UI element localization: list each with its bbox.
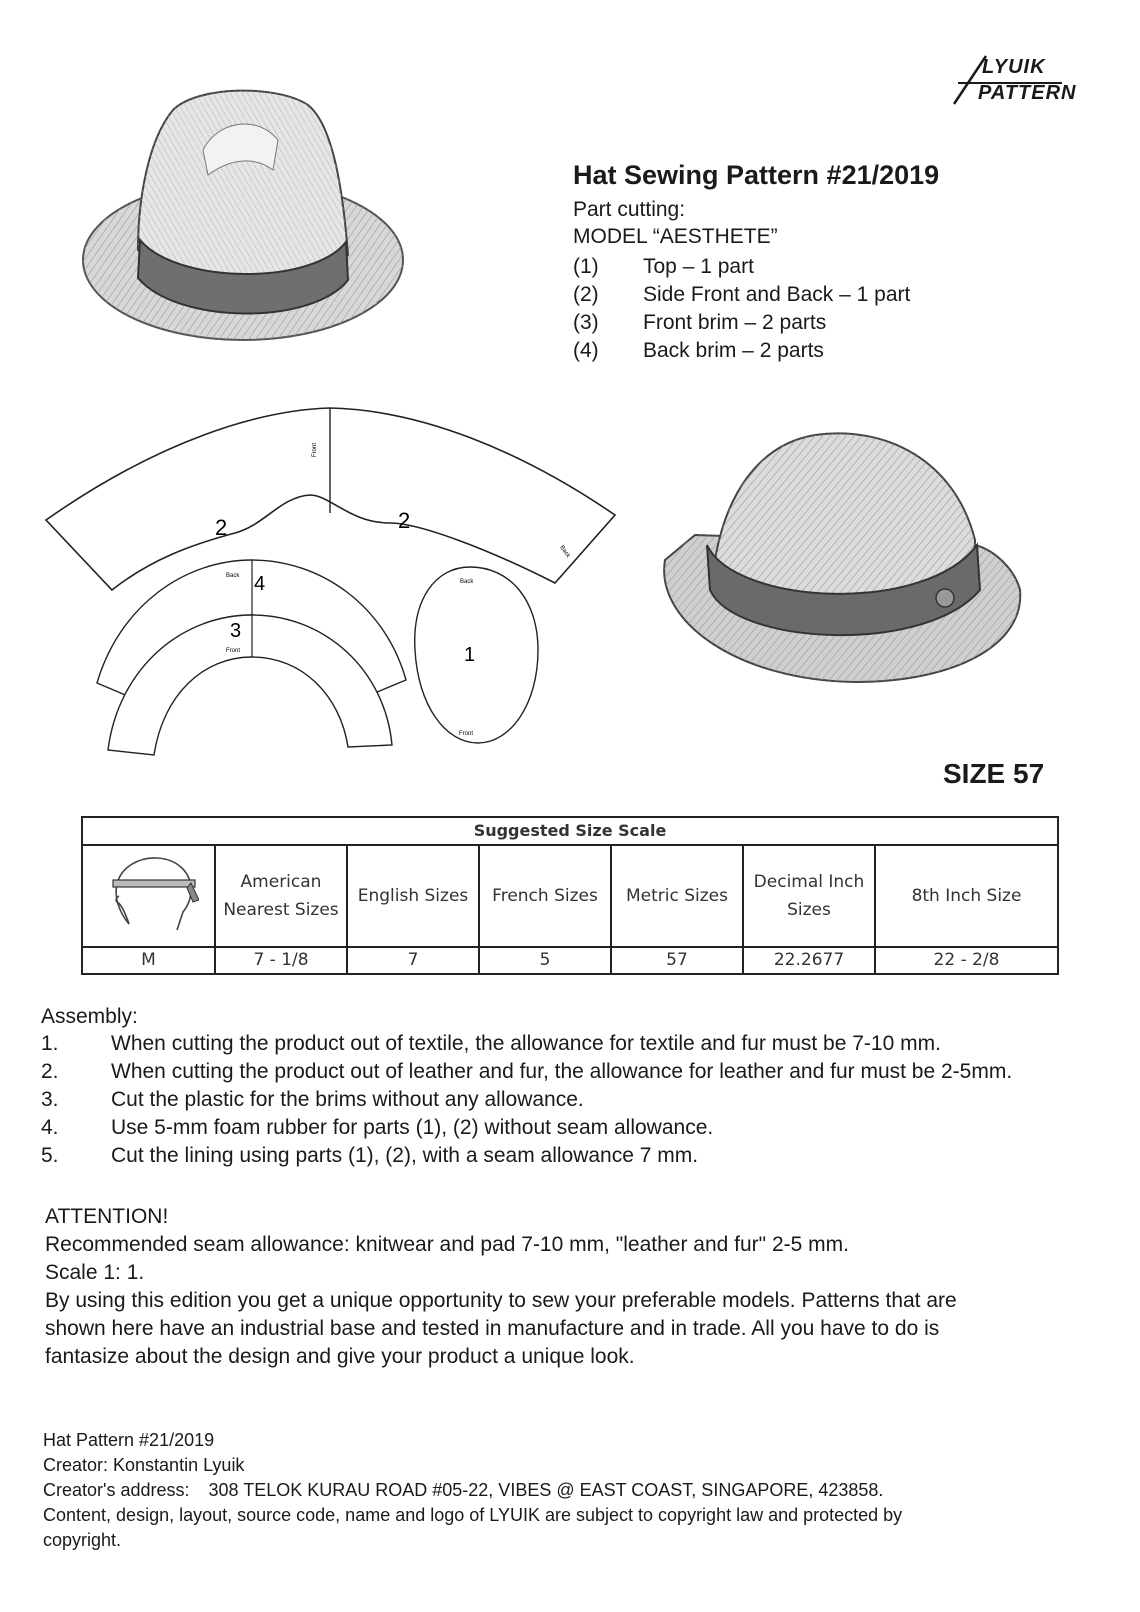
size-label: SIZE 57: [943, 758, 1045, 789]
model-name: MODEL “AESTHETE”: [573, 225, 778, 248]
header-english: English Sizes: [347, 845, 479, 947]
assembly-item: [41, 1032, 1131, 1060]
assembly-number: 3.: [41, 1088, 59, 1111]
pattern-pieces-diagram: [40, 405, 630, 780]
footer-address-line: [43, 1478, 1103, 1503]
assembly-number: 2.: [41, 1060, 59, 1083]
assembly-list: [41, 1032, 1131, 1172]
footer: [43, 1428, 1103, 1553]
footer-creator: Creator: Konstantin Lyuik: [43, 1455, 245, 1475]
assembly-text: Cut the lining using parts (1), (2), with a seam allowance 7 mm.: [111, 1144, 699, 1167]
table-caption: Suggested Size Scale: [82, 817, 1058, 845]
size-scale-table: [81, 816, 1059, 975]
back-brim-back-mark: Back: [226, 573, 240, 579]
lyuik-logo: [948, 52, 1088, 112]
part-number: (3): [573, 311, 599, 334]
assembly-number: 4.: [41, 1116, 59, 1139]
front-brim-front-mark: Front: [226, 648, 241, 654]
assembly-number: 5.: [41, 1144, 59, 1167]
assembly-item: [41, 1060, 1131, 1088]
footer-pattern: Hat Pattern #21/2019: [43, 1430, 215, 1450]
part-text: Top – 1 part: [643, 255, 754, 278]
attention-scale: Scale 1: 1.: [45, 1261, 145, 1284]
footer-copyright-line: copyright.: [43, 1530, 122, 1550]
part-text: Back brim – 2 parts: [643, 339, 824, 362]
part-text: Front brim – 2 parts: [643, 311, 827, 334]
assembly-item: [41, 1116, 1131, 1144]
part-number: (4): [573, 339, 599, 362]
header-french: French Sizes: [479, 845, 611, 947]
attention-paragraph-line: fantasize about the design and give your product a unique look.: [45, 1345, 635, 1368]
trilby-sketch-image: [655, 430, 1035, 700]
part-number: (1): [573, 255, 599, 278]
attention-recommended: Recommended seam allowance: knitwear and pad 7-10 mm, "leather and fur" 2-5 mm.: [45, 1233, 849, 1256]
side-piece-number-right: 2: [398, 508, 411, 533]
assembly-text: When cutting the product out of textile, the allowance for textile and fur must be 7-10 mm.: [111, 1032, 941, 1055]
value-metric: 57: [611, 947, 743, 974]
side-back-mark: Back: [558, 544, 571, 560]
value-french: 5: [479, 947, 611, 974]
assembly-number: 1.: [41, 1032, 59, 1055]
value-8th-inch: 22 - 2/8: [875, 947, 1058, 974]
footer-address-label: Creator's address:: [43, 1480, 190, 1500]
top-piece-outline: [415, 567, 538, 743]
footer-address: 308 TELOK KURAU ROAD #05-22, VIBES @ EAST COAST, SINGAPORE, 423858.: [208, 1480, 884, 1500]
value-american: 7 - 1/8: [215, 947, 347, 974]
part-number: (2): [573, 283, 599, 306]
top-back-mark: Back: [460, 579, 474, 585]
assembly-title: Assembly:: [41, 1005, 138, 1028]
value-size-letter: M: [82, 947, 215, 974]
value-decimal-inch: 22.2677: [743, 947, 875, 974]
attention-section: [45, 1203, 1085, 1371]
top-piece-number: 1: [464, 644, 476, 666]
page-title: Hat Sewing Pattern #21/2019: [573, 160, 940, 190]
head-measure-cell: [82, 845, 215, 947]
top-front-mark: Front: [459, 731, 474, 737]
hat-button-icon: [936, 589, 954, 607]
assembly-item: [41, 1144, 1131, 1172]
fedora-sketch-image: [78, 80, 418, 360]
assembly-text: When cutting the product out of leather and fur, the allowance for leather and fur must be 2-5mm.: [111, 1060, 1013, 1083]
header-decimal-inch: Decimal Inch Sizes: [743, 845, 875, 947]
assembly-text: Use 5-mm foam rubber for parts (1), (2) without seam allowance.: [111, 1116, 714, 1139]
footer-copyright-line: Content, design, layout, source code, name and logo of LYUIK are subject to copyright law and protected by: [43, 1505, 903, 1525]
attention-paragraph-line: shown here have an industrial base and tested in manufacture and in trade. All you have to do is: [45, 1317, 940, 1340]
front-brim-number: 3: [230, 620, 242, 642]
side-front-mark: Front: [312, 442, 318, 457]
attention-paragraph-line: By using this edition you get a unique opportunity to sew your preferable models. Patterns that are: [45, 1289, 957, 1312]
head-measure-icon: [99, 852, 199, 932]
part-cutting-label: Part cutting:: [573, 198, 686, 221]
header-american: American Nearest Sizes: [215, 845, 347, 947]
back-brim-number: 4: [254, 573, 266, 595]
header-metric: Metric Sizes: [611, 845, 743, 947]
side-piece-number-left: 2: [215, 515, 228, 540]
assembly-item: [41, 1088, 1131, 1116]
value-english: 7: [347, 947, 479, 974]
part-text: Side Front and Back – 1 part: [643, 283, 911, 306]
header-8th-inch: 8th Inch Size: [875, 845, 1058, 947]
assembly-text: Cut the plastic for the brims without any allowance.: [111, 1088, 584, 1111]
logo-line2: PATTERN: [978, 82, 1077, 104]
logo-line1: LYUIK: [982, 56, 1046, 78]
attention-title: ATTENTION!: [45, 1205, 169, 1228]
